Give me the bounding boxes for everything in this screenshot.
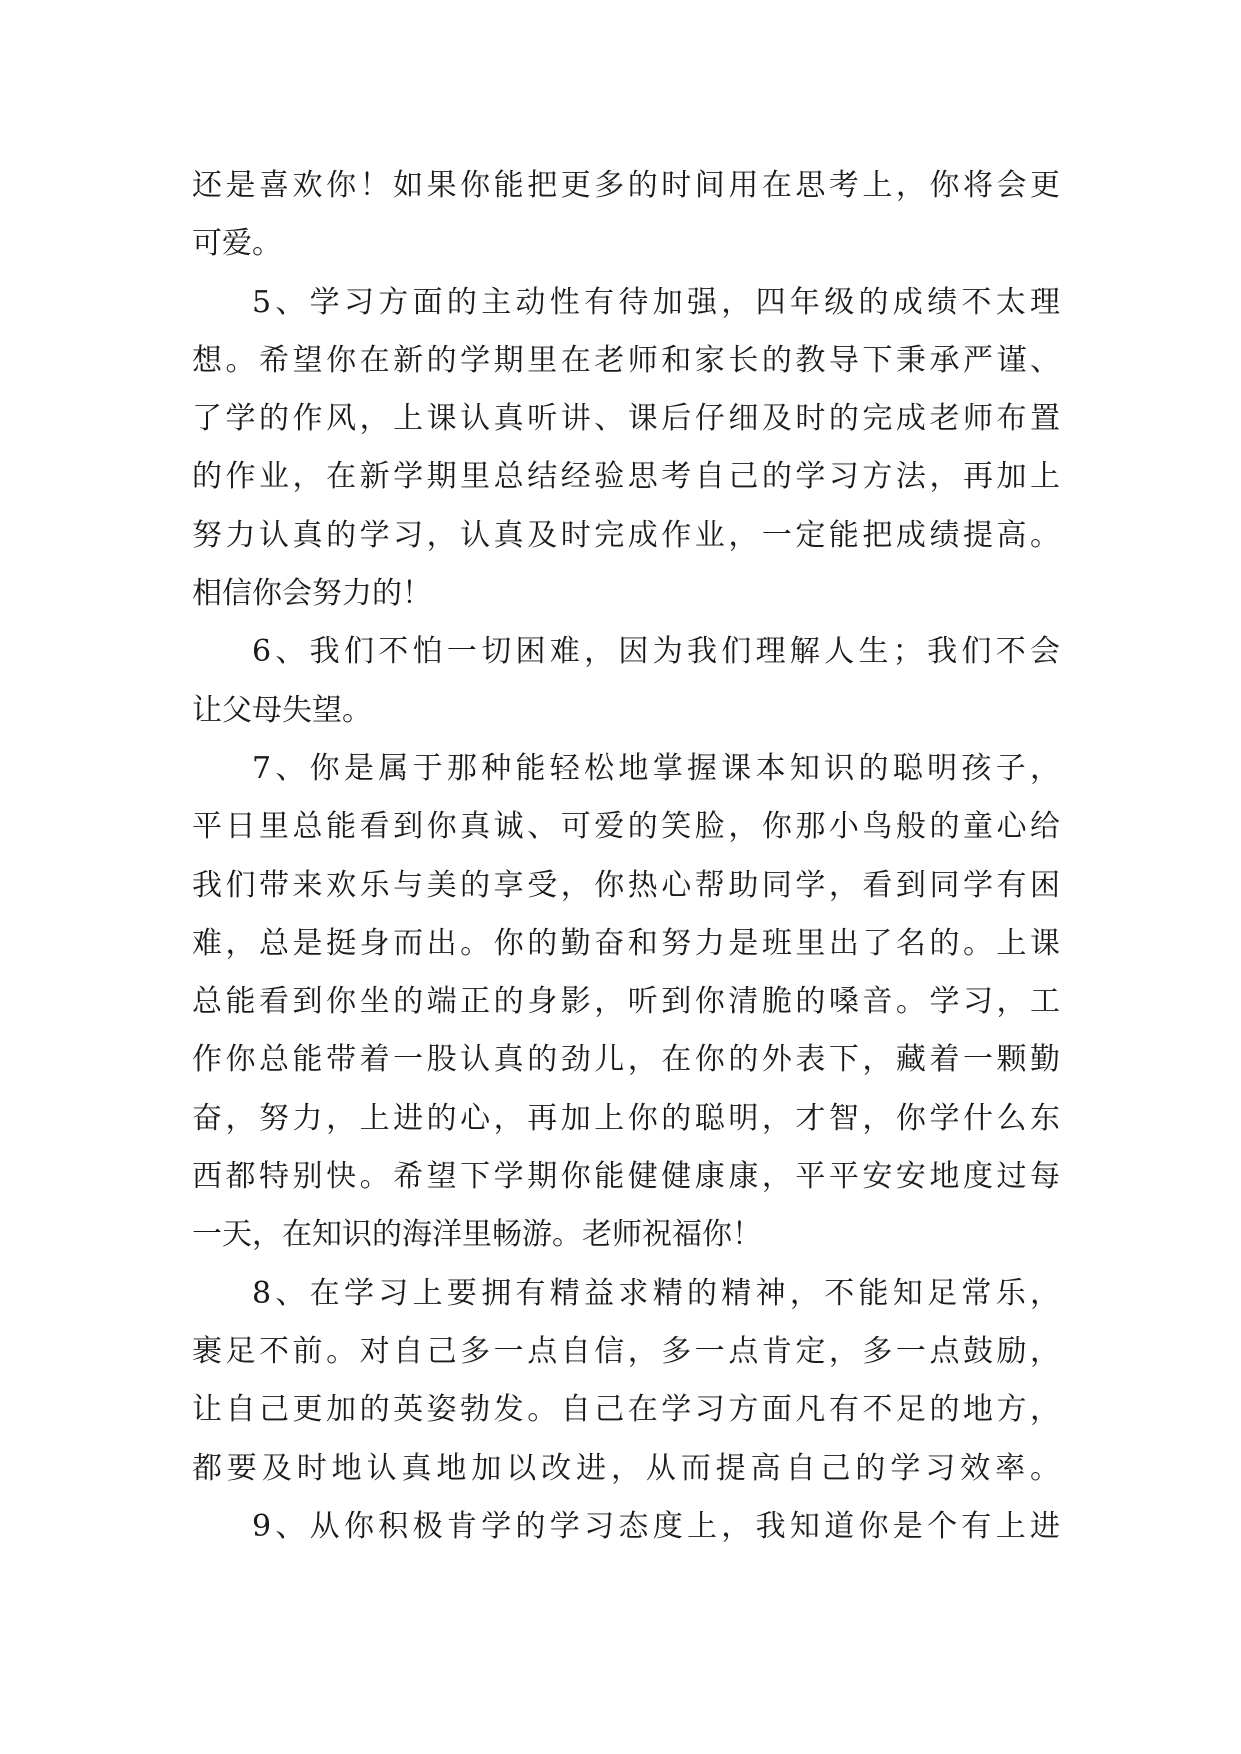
text-line: 想。希望你在新的学期里在老师和家长的教导下秉承严谨、 (192, 342, 1060, 378)
text-line: 作你总能带着一股认真的劲儿，在你的外表下，藏着一颗勤 (192, 1042, 1060, 1078)
text-line: 5、学习方面的主动性有待加强，四年级的成绩不太理 (252, 284, 1060, 320)
text-line: 还是喜欢你！如果你能把更多的时间用在思考上，你将会更 (192, 168, 1060, 203)
text-line: 7、你是属于那种能轻松地掌握课本知识的聪明孩子， (252, 750, 1060, 786)
text-line: 奋，努力，上进的心，再加上你的聪明，才智，你学什么东 (192, 1100, 1060, 1136)
text-line: 可爱。 (192, 226, 282, 262)
text-line: 总能看到你坐的端正的身影，听到你清脆的嗓音。学习，工 (192, 984, 1060, 1020)
body-text (192, 157, 1060, 1556)
text-line: 平日里总能看到你真诚、可爱的笑脸，你那小鸟般的童心给 (192, 809, 1060, 845)
text-line: 裹足不前。对自己多一点自信，多一点肯定，多一点鼓励， (192, 1333, 1060, 1369)
text-line: 我们带来欢乐与美的享受，你热心帮助同学，看到同学有困 (192, 867, 1060, 903)
text-line: 9、从你积极肯学的学习态度上，我知道你是个有上进 (252, 1508, 1060, 1544)
text-line: 难，总是挺身而出。你的勤奋和努力是班里出了名的。上课 (192, 925, 1060, 961)
text-line: 的作业，在新学期里总结经验思考自己的学习方法，再加上 (192, 459, 1060, 495)
text-line: 努力认真的学习，认真及时完成作业，一定能把成绩提高。 (192, 517, 1060, 553)
text-line: 都要及时地认真地加以改进，从而提高自己的学习效率。 (192, 1450, 1060, 1486)
text-line: 西都特别快。希望下学期你能健健康康，平平安安地度过每 (192, 1159, 1060, 1195)
text-line: 一天，在知识的海洋里畅游。老师祝福你！ (192, 1217, 762, 1253)
text-line: 让自己更加的英姿勃发。自己在学习方面凡有不足的地方， (192, 1392, 1060, 1428)
text-line: 让父母失望。 (192, 692, 372, 728)
text-line: 了学的作风，上课认真听讲、课后仔细及时的完成老师布置 (192, 401, 1060, 437)
text-line: 6、我们不怕一切困难，因为我们理解人生；我们不会 (252, 634, 1060, 670)
text-line: 相信你会努力的！ (192, 576, 432, 612)
text-line: 8、在学习上要拥有精益求精的精神，不能知足常乐， (252, 1275, 1060, 1311)
